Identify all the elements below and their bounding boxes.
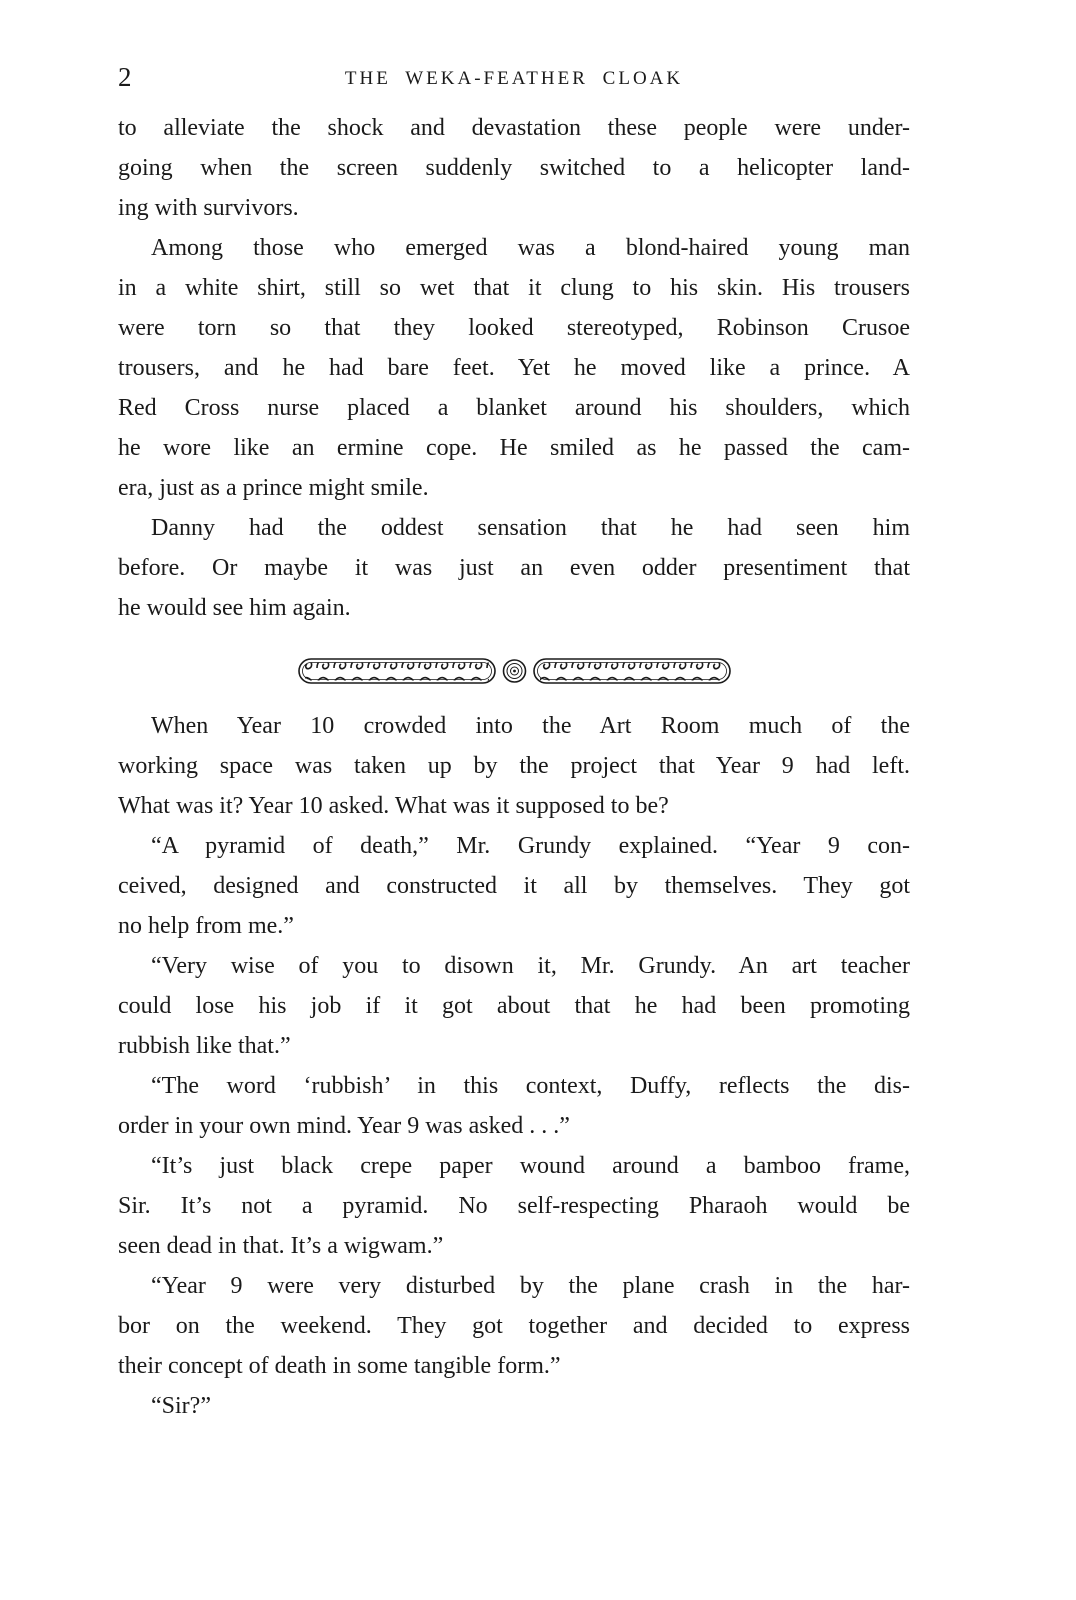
text-line: trousers, and he had bare feet. Yet he moved like a prince. A	[118, 355, 910, 381]
text-line: “Very wise of you to disown it, Mr. Grundy. An art teacher	[151, 953, 910, 979]
text-line: “Sir?”	[151, 1393, 211, 1419]
paragraph	[118, 946, 910, 1066]
text-line: Among those who emerged was a blond-haired young man	[151, 235, 910, 261]
paragraph	[118, 1146, 910, 1266]
text-line: he wore like an ermine cope. He smiled as he passed the cam-	[118, 435, 910, 461]
section-break	[118, 650, 910, 682]
page-number: 2	[118, 62, 132, 92]
running-header: THE WEKA-FEATHER CLOAK	[344, 68, 684, 89]
text-line: order in your own mind. Year 9 was asked . . .”	[118, 1113, 570, 1139]
text-line: What was it? Year 10 asked. What was it supposed to be?	[118, 793, 669, 819]
paragraph	[118, 706, 910, 826]
text-body	[118, 108, 910, 1426]
text-line: in a white shirt, still so wet that it clung to his skin. His trousers	[118, 275, 910, 301]
paragraph	[118, 108, 910, 228]
text-line: seen dead in that. It’s a wigwam.”	[118, 1233, 444, 1259]
text-line: era, just as a prince might smile.	[118, 475, 429, 501]
text-line: working space was taken up by the project that Year 9 had left.	[118, 753, 910, 779]
text-line: were torn so that they looked stereotyped, Robinson Crusoe	[118, 315, 910, 341]
text-line: to alleviate the shock and devastation these people were under-	[118, 115, 910, 141]
text-line: Sir. It’s not a pyramid. No self-respecting Pharaoh would be	[118, 1193, 910, 1219]
text-line: When Year 10 crowded into the Art Room much of the	[151, 713, 910, 739]
paragraph	[118, 508, 910, 628]
text-line: “A pyramid of death,” Mr. Grundy explained. “Year 9 con-	[151, 833, 910, 859]
text-line: going when the screen suddenly switched to a helicopter land-	[118, 155, 910, 181]
paragraph	[118, 826, 910, 946]
text-line: no help from me.”	[118, 913, 294, 939]
text-line: “It’s just black crepe paper wound around a bamboo frame,	[151, 1153, 910, 1179]
text-line: “Year 9 were very disturbed by the plane crash in the har-	[151, 1273, 910, 1299]
paragraph	[118, 1386, 910, 1426]
text-line: ing with survivors.	[118, 195, 299, 221]
text-line: their concept of death in some tangible form.”	[118, 1353, 561, 1379]
paragraph	[118, 228, 910, 508]
paragraph	[118, 1066, 910, 1146]
text-line: he would see him again.	[118, 595, 351, 621]
text-line: Danny had the oddest sensation that he had seen him	[151, 515, 910, 541]
text-line: bor on the weekend. They got together and decided to express	[118, 1313, 910, 1339]
text-line: could lose his job if it got about that he had been promoting	[118, 993, 910, 1019]
page-header	[118, 62, 910, 96]
text-line: Red Cross nurse placed a blanket around his shoulders, which	[118, 395, 910, 421]
text-line: before. Or maybe it was just an even odder presentiment that	[118, 555, 910, 581]
text-line: ceived, designed and constructed it all by themselves. They got	[118, 873, 910, 899]
text-line: rubbish like that.”	[118, 1033, 291, 1059]
paragraph	[118, 1266, 910, 1386]
scroll-rule-ornament	[298, 656, 731, 686]
text-line: “The word ‘rubbish’ in this context, Duffy, reflects the dis-	[151, 1073, 910, 1099]
